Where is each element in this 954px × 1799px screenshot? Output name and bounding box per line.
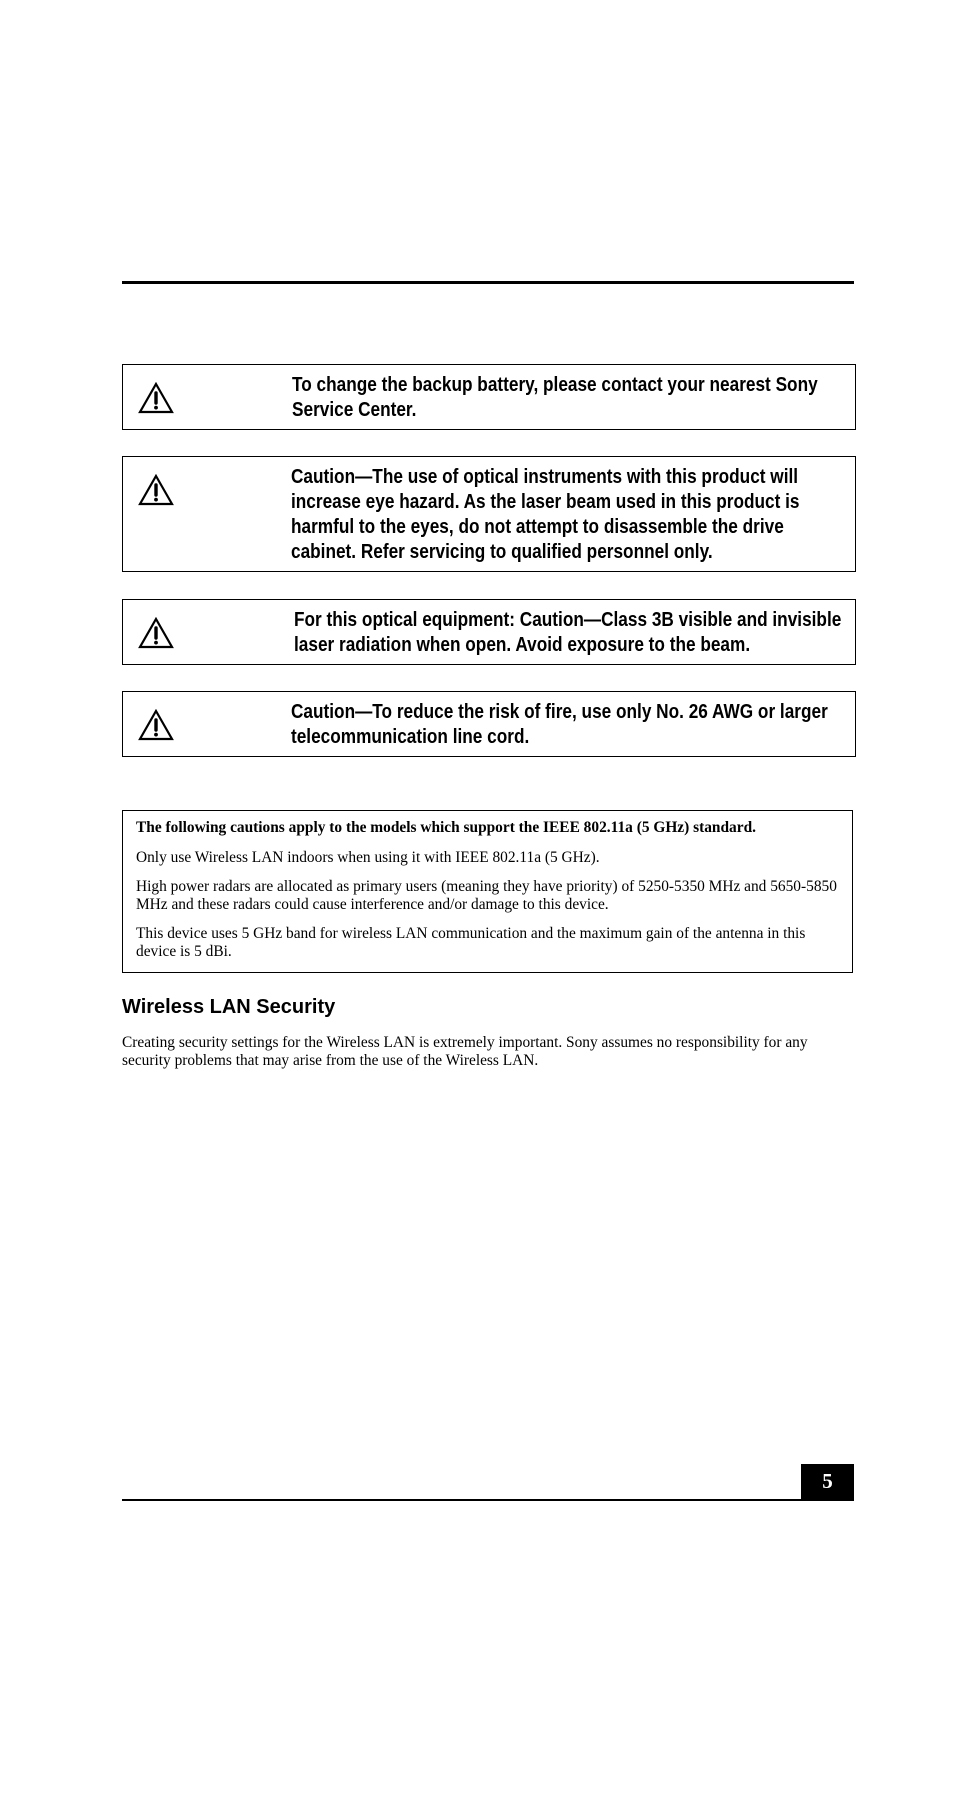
section-heading: Wireless LAN Security: [122, 996, 336, 1018]
caution-text: Caution—To reduce the risk of fire, use only No. 26 AWG or larger telecommunication line cord.: [291, 700, 828, 748]
header-rule: [122, 281, 854, 284]
notice-paragraph: High power radars are allocated as primary users (meaning they have priority) of 5250-5350 MHz and 5650-5850 MHz and these radars could cause interference and/or damage to this device.: [136, 878, 837, 913]
notice-paragraph: This device uses 5 GHz band for wireless LAN communication and the maximum gain of the antenna in this device is 5 dBi.: [136, 925, 806, 960]
footer-rule: [122, 1499, 854, 1501]
caution-text: To change the backup battery, please contact your nearest Sony Service Center.: [292, 373, 818, 421]
notice-paragraph: Only use Wireless LAN indoors when using it with IEEE 802.11a (5 GHz).: [136, 849, 600, 866]
warning-triangle-icon: [138, 474, 174, 506]
caution-text: Caution—The use of optical instruments with this product will increase eye hazard. As the laser beam used in this product is harmful to the eyes, do not attempt to disassemble the drive cabinet. Refer servicing to qualified personnel only.: [291, 465, 800, 563]
caution-box-line-cord: [122, 691, 856, 757]
caution-box-class-3b-laser: [122, 599, 856, 665]
page-number: 5: [801, 1464, 854, 1499]
warning-triangle-icon: [138, 617, 174, 649]
warning-triangle-icon: [138, 382, 174, 414]
ieee-802-11a-notice-box: [122, 810, 853, 973]
caution-box-battery: [122, 364, 856, 430]
caution-text: For this optical equipment: Caution—Class 3B visible and invisible laser radiation when open. Avoid exposure to the beam.: [294, 608, 842, 656]
section-body-text: Creating security settings for the Wireless LAN is extremely important. Sony assumes no responsibility for any security problems that may arise from the use of the Wireless LAN.: [122, 1034, 808, 1069]
caution-box-laser-eye-hazard: [122, 456, 856, 572]
warning-triangle-icon: [138, 709, 174, 741]
notice-lead: The following cautions apply to the models which support the IEEE 802.11a (5 GHz) standard.: [136, 819, 756, 836]
